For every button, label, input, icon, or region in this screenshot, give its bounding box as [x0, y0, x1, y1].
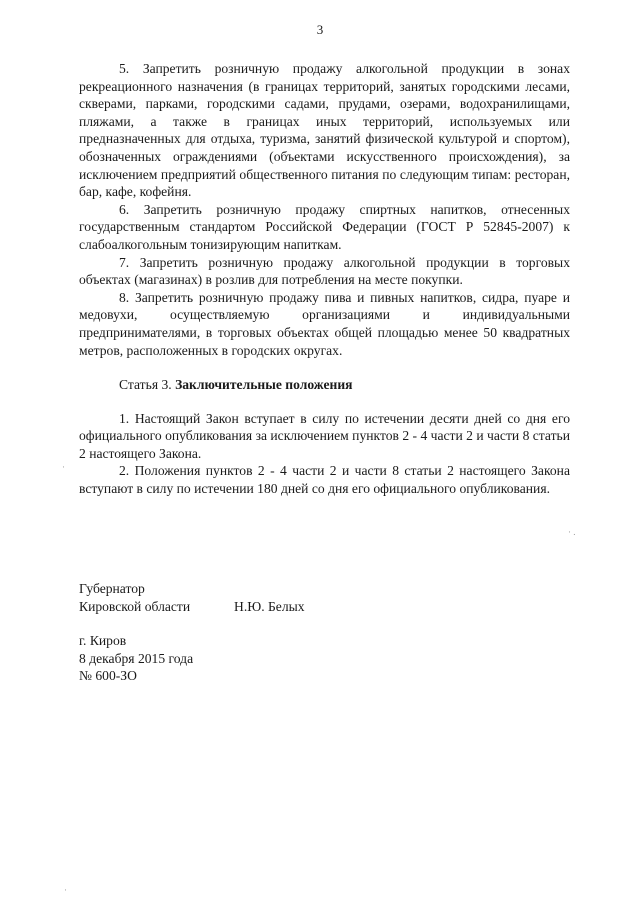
final-paragraph-2: 2. Положения пунктов 2 - 4 части 2 и части 8 статьи 2 настоящего Закона вступают в силу по истечении 180 дней со дня его официального опубликования.	[79, 463, 570, 497]
scan-artifact: · .	[568, 527, 576, 537]
article-heading	[79, 376, 570, 394]
article-prefix: Статья 3.	[119, 377, 176, 393]
signature-title: Губернатор	[79, 581, 145, 596]
signature-block	[79, 580, 479, 615]
date: 8 декабря 2015 года	[79, 650, 194, 666]
signature-region: Кировской области	[79, 598, 191, 614]
paragraph-8: 8. Запретить розничную продажу пива и пивных напитков, сидра, пуаре и медовухи, осуществляемую организациями и индивидуальными предпринимателями, в торговых объектах общей площадью менее 50 квадратных метров, расположенных в городских округах.	[79, 289, 570, 358]
final-paragraph-1: 1. Настоящий Закон вступает в силу по истечении десяти дней со дня его официального опубликования за исключением пунктов 2 - 4 части 2 и части 8 статьи 2 настоящего Закона.	[79, 410, 570, 461]
page-number: 3	[316, 22, 324, 37]
signatory-name: Н.Ю. Белых	[234, 598, 305, 614]
document-body	[79, 60, 570, 498]
scan-artifact: ·	[62, 462, 65, 472]
law-number: № 600-ЗО	[79, 668, 137, 684]
article-title: Заключительные положения	[175, 377, 353, 393]
scan-artifact: ·	[64, 885, 67, 895]
paragraph-6: 6. Запретить розничную продажу спиртных напитков, отнесенных государственным стандартом Российской Федерации (ГОСТ Р 52845-2007) к слабоалкогольным тонизирующим напиткам.	[79, 201, 570, 252]
paragraph-7: 7. Запретить розничную продажу алкогольной продукции в торговых объектах (магазинах) в розлив для потребления на месте покупки.	[79, 254, 570, 288]
city: г. Киров	[79, 633, 127, 648]
paragraph-5: 5. Запретить розничную продажу алкогольной продукции в зонах рекреационного назначения (в границах территорий, занятых городскими лесами, скверами, парками, городскими садами, прудами, озерами, водохранилищами, пляжами, а также в границах иных территорий, используемых или предназначенных для отдыха, туризма, занятий физической культурой и спортом), обозначенных ограждениями (объектами искусственного происхождения), за исключением предприятий общественного питания по следующим типам: ресторан, бар, кафе, кофейня.	[79, 61, 570, 200]
place-date-block	[79, 632, 379, 685]
signature-region-row	[79, 598, 479, 616]
